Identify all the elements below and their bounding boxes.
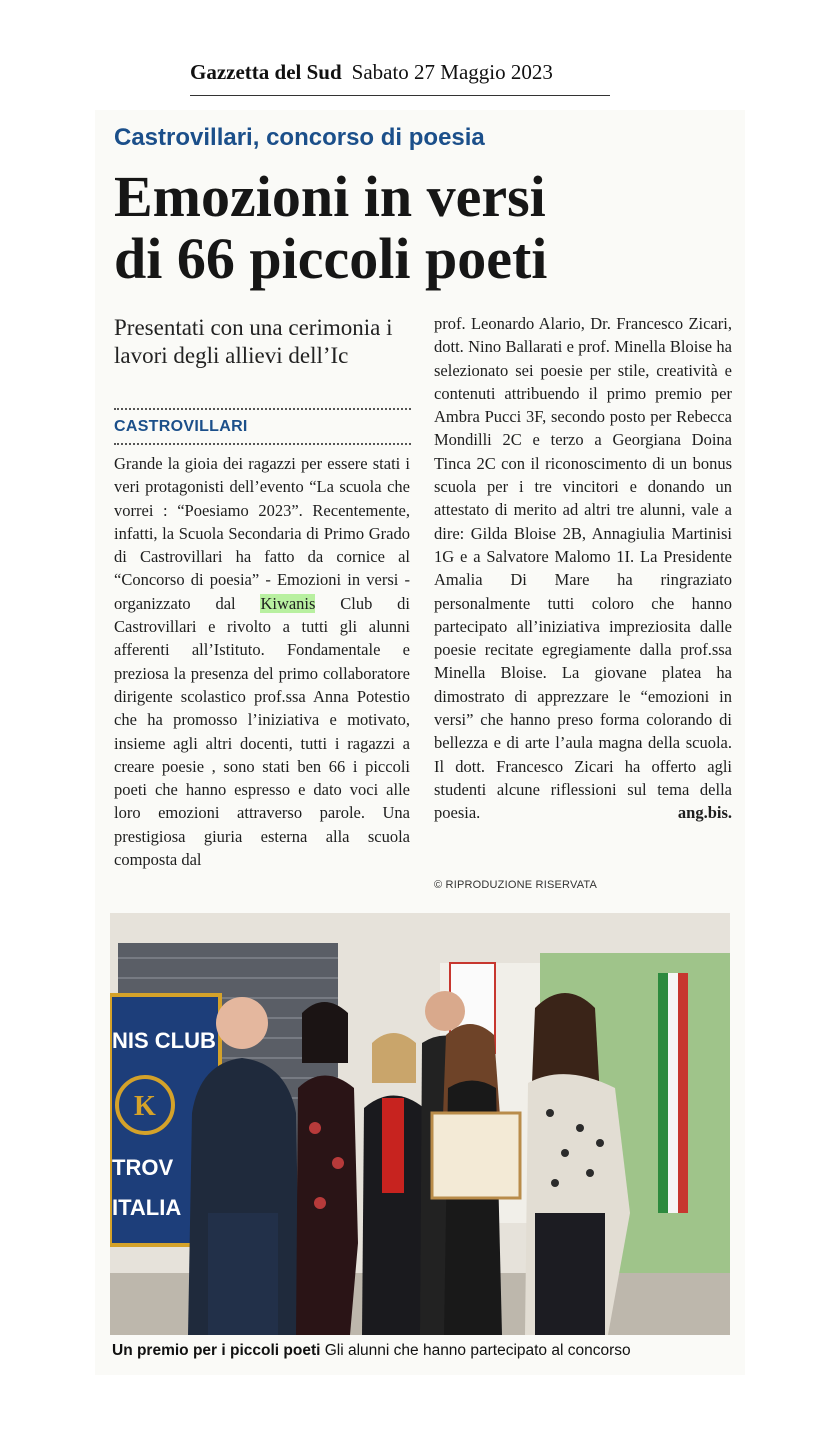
masthead xyxy=(190,60,610,96)
banner-text-1: NIS CLUB xyxy=(112,1028,216,1053)
column-2-text: prof. Leonardo Alario, Dr. Francesco Zicari, dott. Nino Ballarati e prof. Minella Bloise ha selezionato sei poesie per stile, creatività e contenuti attribuendo il primo premio per Ambra Pucci 3F, secondo posto per Rebecca Mondilli 2C e terzo a Georgiana Doina Tinca 2C con il riconoscimento di un bonus scuola per i tre vincitori e donando un attestato di merito ad altri tre alunni, vale a dire: Gilda Bloise 2B, Annagiulia Martinisi 1G e a Salvatore Malomo 1I. La Presidente Amalia Di Mare ha ringraziato personalmente tutti coloro che hanno partecipato all’iniziativa impreziosita dalle poesie recitate egregiamente dalla prof.ssa Minella Bloise. La giovane platea ha dimostrato di apprezzare le “emozioni in versi” che hanno preso forma colorando di bellezza e di arte l’aula magna della scuola. Il dott. Francesco Zicari ha offerto agli studenti alcune riflessioni sul tema della poesia. xyxy=(434,314,732,823)
article-subhead: Presentati con una cerimonia i lavori degli allievi dell’Ic xyxy=(114,315,393,368)
article-column-2 xyxy=(434,312,732,825)
dotted-divider-top xyxy=(114,408,411,410)
group-photo-illustration xyxy=(110,913,730,1335)
caption-title: Un premio per i piccoli poeti xyxy=(112,1342,321,1359)
banner-text-3: ITALIA xyxy=(112,1195,182,1220)
column-1-text-a: Grande la gioia dei ragazzi per essere stati i veri protagonisti dell’evento “La scuola che vorrei : “Poesiamo 2023”. Recentemente, infatti, la Scuola Secondaria di Primo Grado di Castrovillari ha fatto da cornice al “Concorso di poesia” - Emozioni in versi - organizzato dal xyxy=(114,454,410,613)
article-column-1 xyxy=(114,452,410,871)
section-label: CASTROVILLARI xyxy=(114,418,248,435)
headline-line-1: Emozioni in versi xyxy=(114,164,546,229)
article-headline xyxy=(114,166,734,290)
publication-date: Sabato 27 Maggio 2023 xyxy=(351,60,553,84)
copyright-notice: © RIPRODUZIONE RISERVATA xyxy=(434,879,598,891)
article-photo xyxy=(110,913,730,1335)
emblem-letter: K xyxy=(134,1091,156,1122)
column-1-text-b: Club di Castrovillari e rivolto a tutti gli alunni afferenti all’Istituto. Fondamentale e preziosa la presenza del primo collaboratore dirigente scolastico prof.ssa Anna Potestio che ha promosso l’iniziativa e motivato, insieme agli altri docenti, tutti i ragazzi a creare poesie , sono stati ben 66 i piccoli poeti che hanno espresso e dato voci alle loro emozioni attraverso parole. Una prestigiosa giuria esterna alla scuola composta dal xyxy=(114,593,410,870)
dotted-divider-bottom xyxy=(114,443,411,445)
certificate xyxy=(432,1113,520,1198)
highlighted-term: Kiwanis xyxy=(260,593,316,613)
headline-line-2: di 66 piccoli poeti xyxy=(114,226,548,291)
article-kicker: Castrovillari, concorso di poesia xyxy=(114,124,485,151)
newspaper-name: Gazzetta del Sud xyxy=(190,60,342,84)
author-signature: ang.bis. xyxy=(677,803,732,823)
caption-text: Gli alunni che hanno partecipato al concorso xyxy=(320,1342,631,1359)
banner-text-2: TROV xyxy=(112,1155,174,1180)
photo-caption xyxy=(112,1342,737,1360)
